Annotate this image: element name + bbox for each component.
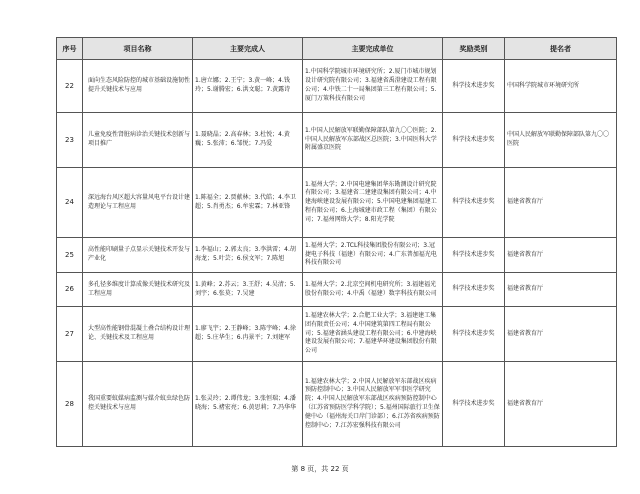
cell-people: 1.李福山；2.郭太良；3.李洪雷；4.胡海龙；5.叶芸；6.侯文军；7.陈旭 (193, 238, 303, 273)
header-project: 项目名称 (83, 38, 193, 60)
cell-no: 23 (57, 113, 83, 168)
cell-people: 1.廖飞宇；2.王静峰；3.陈宇峰；4.徐超；5.庄华生；6.冉景平；7.刘建军 (193, 307, 303, 362)
cell-nominator: 福建省教育厅 (505, 273, 617, 307)
cell-no: 22 (57, 60, 83, 113)
cell-award: 科学技术进步奖 (443, 362, 505, 447)
header-people: 主要完成人 (193, 38, 303, 60)
table-row (57, 113, 617, 168)
cell-award: 科学技术进步奖 (443, 273, 505, 307)
cell-award: 科学技术进步奖 (443, 60, 505, 113)
table-row (57, 60, 617, 113)
table-row (57, 273, 617, 307)
cell-people: 1.张灵玲；2.谭伟龙；3.张恒瑞；4.潘晓海；5.褚宏亮；6.黄思莉；7.冯华华 (193, 362, 303, 447)
cell-project: 大型高性能钢骨混凝土叠合结构设计理论、关键技术及工程应用 (83, 307, 193, 362)
cell-project: 面向生态风险防控的城市基础设施韧性提升关键技术与应用 (83, 60, 193, 113)
cell-project: 多孔径多维度计算成像关键技术研究及工程应用 (83, 273, 193, 307)
cell-award: 科学技术进步奖 (443, 238, 505, 273)
cell-no: 24 (57, 168, 83, 238)
cell-nominator: 福建省教育厅 (505, 238, 617, 273)
header-units: 主要完成单位 (303, 38, 443, 60)
cell-people: 1.陈福全；2.贾献林；3.代皓；4.李卫超；5.肖勇杰；6.牟宏霖；7.林亚锋 (193, 168, 303, 238)
page-footer: 第 8 页，共 22 页 (291, 465, 349, 473)
cell-nominator: 中国科学院城市环境研究所 (505, 60, 617, 113)
cell-units: 1.福州大学；2.TCL科技集团股份有限公司；3.冠捷电子科技（福建）有限公司；4.广东普加福光电科技有限公司 (303, 238, 443, 273)
header-award: 奖励类别 (443, 38, 505, 60)
cell-no: 25 (57, 238, 83, 273)
cell-project: 高性能印刷量子点显示关键技术开发与产业化 (83, 238, 193, 273)
cell-project: 深远海台风区超大容量风电平台设计建造理论与工程应用 (83, 168, 193, 238)
cell-project: 儿童免疫性肾脏病诊治关键技术创新与项目推广 (83, 113, 193, 168)
header-nominator: 提名者 (505, 38, 617, 60)
cell-people: 1.唐立娜；2.王宁；3.黄一峰；4.钱玲；5.谢腾宏；6.洪文聪；7.黄露诗 (193, 60, 303, 113)
header-row (57, 38, 617, 60)
cell-nominator: 福建省教育厅 (505, 362, 617, 447)
cell-nominator: 中国人民解放军联勤保障部队第九〇〇医院 (505, 113, 617, 168)
awards-table-container (56, 37, 616, 447)
cell-nominator: 福建省教育厅 (505, 307, 617, 362)
cell-units: 1.中国人民解放军联勤保障部队第九〇〇医院；2.中国人民解放军东部战区总医院；3.中国医科大学附属盛京医院 (303, 113, 443, 168)
cell-nominator: 福建省教育厅 (505, 168, 617, 238)
table-row (57, 168, 617, 238)
cell-no: 27 (57, 307, 83, 362)
cell-award: 科学技术进步奖 (443, 168, 505, 238)
cell-units: 1.福建农林大学；2.合肥工业大学；3.福建建工集团有限责任公司；4.中国建筑第四工程局有限公司；5.福建省涵头建设工程有限公司；6.中建海峡建设发展有限公司；7.福建华环建设集团股份有限公司 (303, 307, 443, 362)
cell-award: 科学技术进步奖 (443, 307, 505, 362)
cell-people: 1.聂晓晶；2.高春林；3.杜悦；4.黄巍；5.张沛；6.邹悦；7.冯爱 (193, 113, 303, 168)
cell-project: 我国重要蚊媒病监测与媒介蚊虫绿色防控关键技术与应用 (83, 362, 193, 447)
cell-units: 1.福州大学；2.中国电建集团华东勘测设计研究院有限公司；3.福建省二建建设集团有限公司；4.中建海峡建设发展有限公司；5.中国电建集团福建工程有限公司；6.上海城建市政工程（集团）有限公司；7.福州网络大学；8.阳光学院 (303, 168, 443, 238)
cell-no: 26 (57, 273, 83, 307)
table-row (57, 307, 617, 362)
table-row (57, 362, 617, 447)
cell-units: 1.中国科学院城市环境研究所；2.厦门市城市规划设计研究院有限公司；3.福建省禹澄建设工程有限公司；4.中铁二十一局集团第三工程有限公司；5.厦门万策科技有限公司 (303, 60, 443, 113)
cell-award: 科学技术进步奖 (443, 113, 505, 168)
cell-no: 28 (57, 362, 83, 447)
awards-table (56, 37, 617, 447)
table-row (57, 238, 617, 273)
cell-units: 1.福州大学；2.北京空间机电研究所；3.福建福光股份有限公司；4.中禹（福建）数字科技有限公司 (303, 273, 443, 307)
cell-people: 1.黄峰；2.苏云；3.王舒；4.吴清；5.刘宇；6.张莫；7.吴建 (193, 273, 303, 307)
header-no: 序号 (57, 38, 83, 60)
cell-units: 1.福建农林大学；2.中国人民解放军东部战区疾病预防控制中心；3.中国人民解放军军事医学研究院；4.中国人民解放军东部战区疾病预防控制中心（江苏省预防医学科学院）；5.福州国际旅行卫生保健中心（福州海关口岸门诊部）；6.江苏省疾病预防控制中心；7.江苏宏强科技有限公司 (303, 362, 443, 447)
